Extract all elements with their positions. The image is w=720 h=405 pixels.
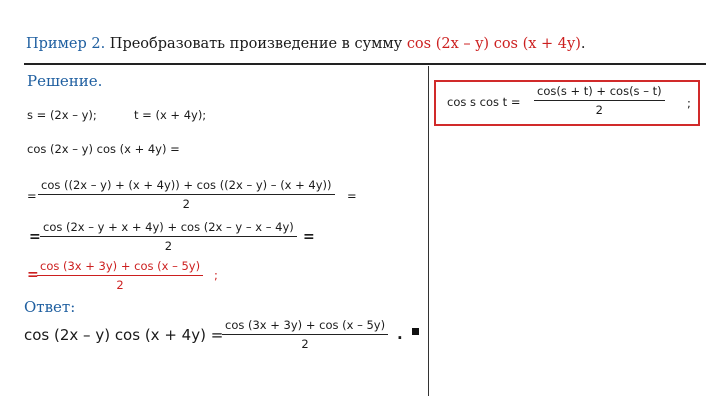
step2-numerator: cos (2x – y + x + 4y) + cos (2x – y – x – 4y) [40,220,297,237]
solution-intro-line: cos (2x – y) cos (x + 4y) = [27,142,180,156]
formula-tail: ; [687,96,691,110]
step3-tail: ; [214,268,218,282]
step1-numerator: cos ((2x – y) + (x + 4y)) + cos ((2x – y) – (x + 4y)) [38,178,335,195]
answer-denominator: 2 [301,337,309,351]
formula-lhs: cos s cos t = [447,95,521,109]
step3-numerator: cos (3x + 3y) + cos (x – 5y) [37,259,203,276]
page-title [26,36,586,52]
example-label: Пример 2. [26,36,106,52]
formula-fraction [534,84,665,117]
task-text: Преобразовать произведение в сумму [105,36,407,52]
formula-denominator: 2 [595,103,603,117]
step1-tail: = [347,189,357,203]
solution-label: Решение. [27,72,103,90]
substitution-s: s = (2x – y); [27,108,97,122]
answer-lhs: cos (2x – y) cos (x + 4y) = [24,326,224,344]
answer-numerator: cos (3x + 3y) + cos (x – 5y) [222,318,388,335]
step2-denominator: 2 [164,239,173,253]
step3-denominator: 2 [116,278,124,292]
step1-fraction [38,178,335,211]
answer-label: Ответ: [24,298,76,316]
cursor-marker-icon [411,327,420,336]
answer-fraction [222,318,388,351]
step2-fraction [40,220,297,253]
title-period: . [580,36,586,52]
column-divider [428,66,429,396]
step1-denominator: 2 [182,197,190,211]
task-expression: cos (2x – y) cos (x + 4y) [406,36,581,52]
formula-box [434,80,700,126]
step2-equals: = [29,229,41,245]
formula-numerator: cos(s + t) + cos(s – t) [534,84,665,101]
answer-tail: . [397,325,403,343]
step3-fraction [37,259,203,292]
header-divider [24,63,706,65]
step2-tail: = [303,229,315,245]
step3-equals: = [27,267,39,283]
step1-equals: = [27,189,37,203]
substitution-t: t = (x + 4y); [134,108,207,122]
